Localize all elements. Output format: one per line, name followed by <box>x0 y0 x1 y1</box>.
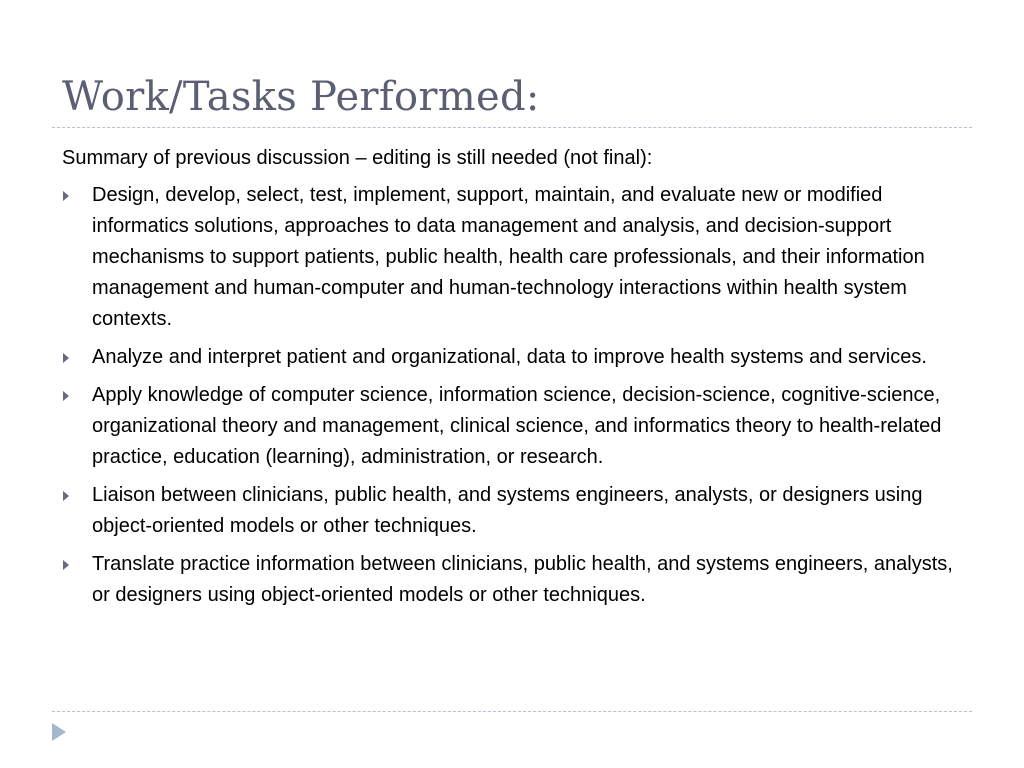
bullet-text: Design, develop, select, test, implement, support, maintain, and evaluate new or modified informatics solutions, approaches to data management and analysis, and decision-support mechanisms to support patients, public health, health care professionals, and their information management and human-computer and human-technology interactions within health system contexts. <box>92 184 925 330</box>
triangle-right-icon <box>63 353 69 363</box>
triangle-right-icon <box>63 491 69 501</box>
bullet-item <box>62 342 962 373</box>
intro-text: Summary of previous discussion – editing is still needed (not final): <box>62 147 653 169</box>
triangle-right-icon <box>63 191 69 201</box>
bullet-item <box>62 549 962 611</box>
bullet-text: Liaison between clinicians, public health, and systems engineers, analysts, or designers using object-oriented models or other techniques. <box>92 484 923 537</box>
bullet-list <box>62 180 962 611</box>
bullet-item <box>62 380 962 473</box>
slide-title: Work/Tasks Performed: <box>62 74 540 120</box>
footer-divider <box>52 711 972 712</box>
title-divider <box>52 127 972 128</box>
bullet-item <box>62 180 962 335</box>
bullet-text: Analyze and interpret patient and organizational, data to improve health systems and services. <box>92 346 927 368</box>
triangle-right-icon <box>63 391 69 401</box>
bullet-text: Apply knowledge of computer science, information science, decision-science, cognitive-science, organizational theory and management, clinical science, and informatics theory to health-related practice, education (learning), administration, or research. <box>92 384 942 468</box>
bullet-text: Translate practice information between clinicians, public health, and systems engineers, analysts, or designers using object-oriented models or other techniques. <box>92 553 953 606</box>
triangle-right-icon <box>63 560 69 570</box>
bullet-item <box>62 480 962 542</box>
slide-content <box>62 143 962 618</box>
play-arrow-icon[interactable] <box>52 723 66 741</box>
